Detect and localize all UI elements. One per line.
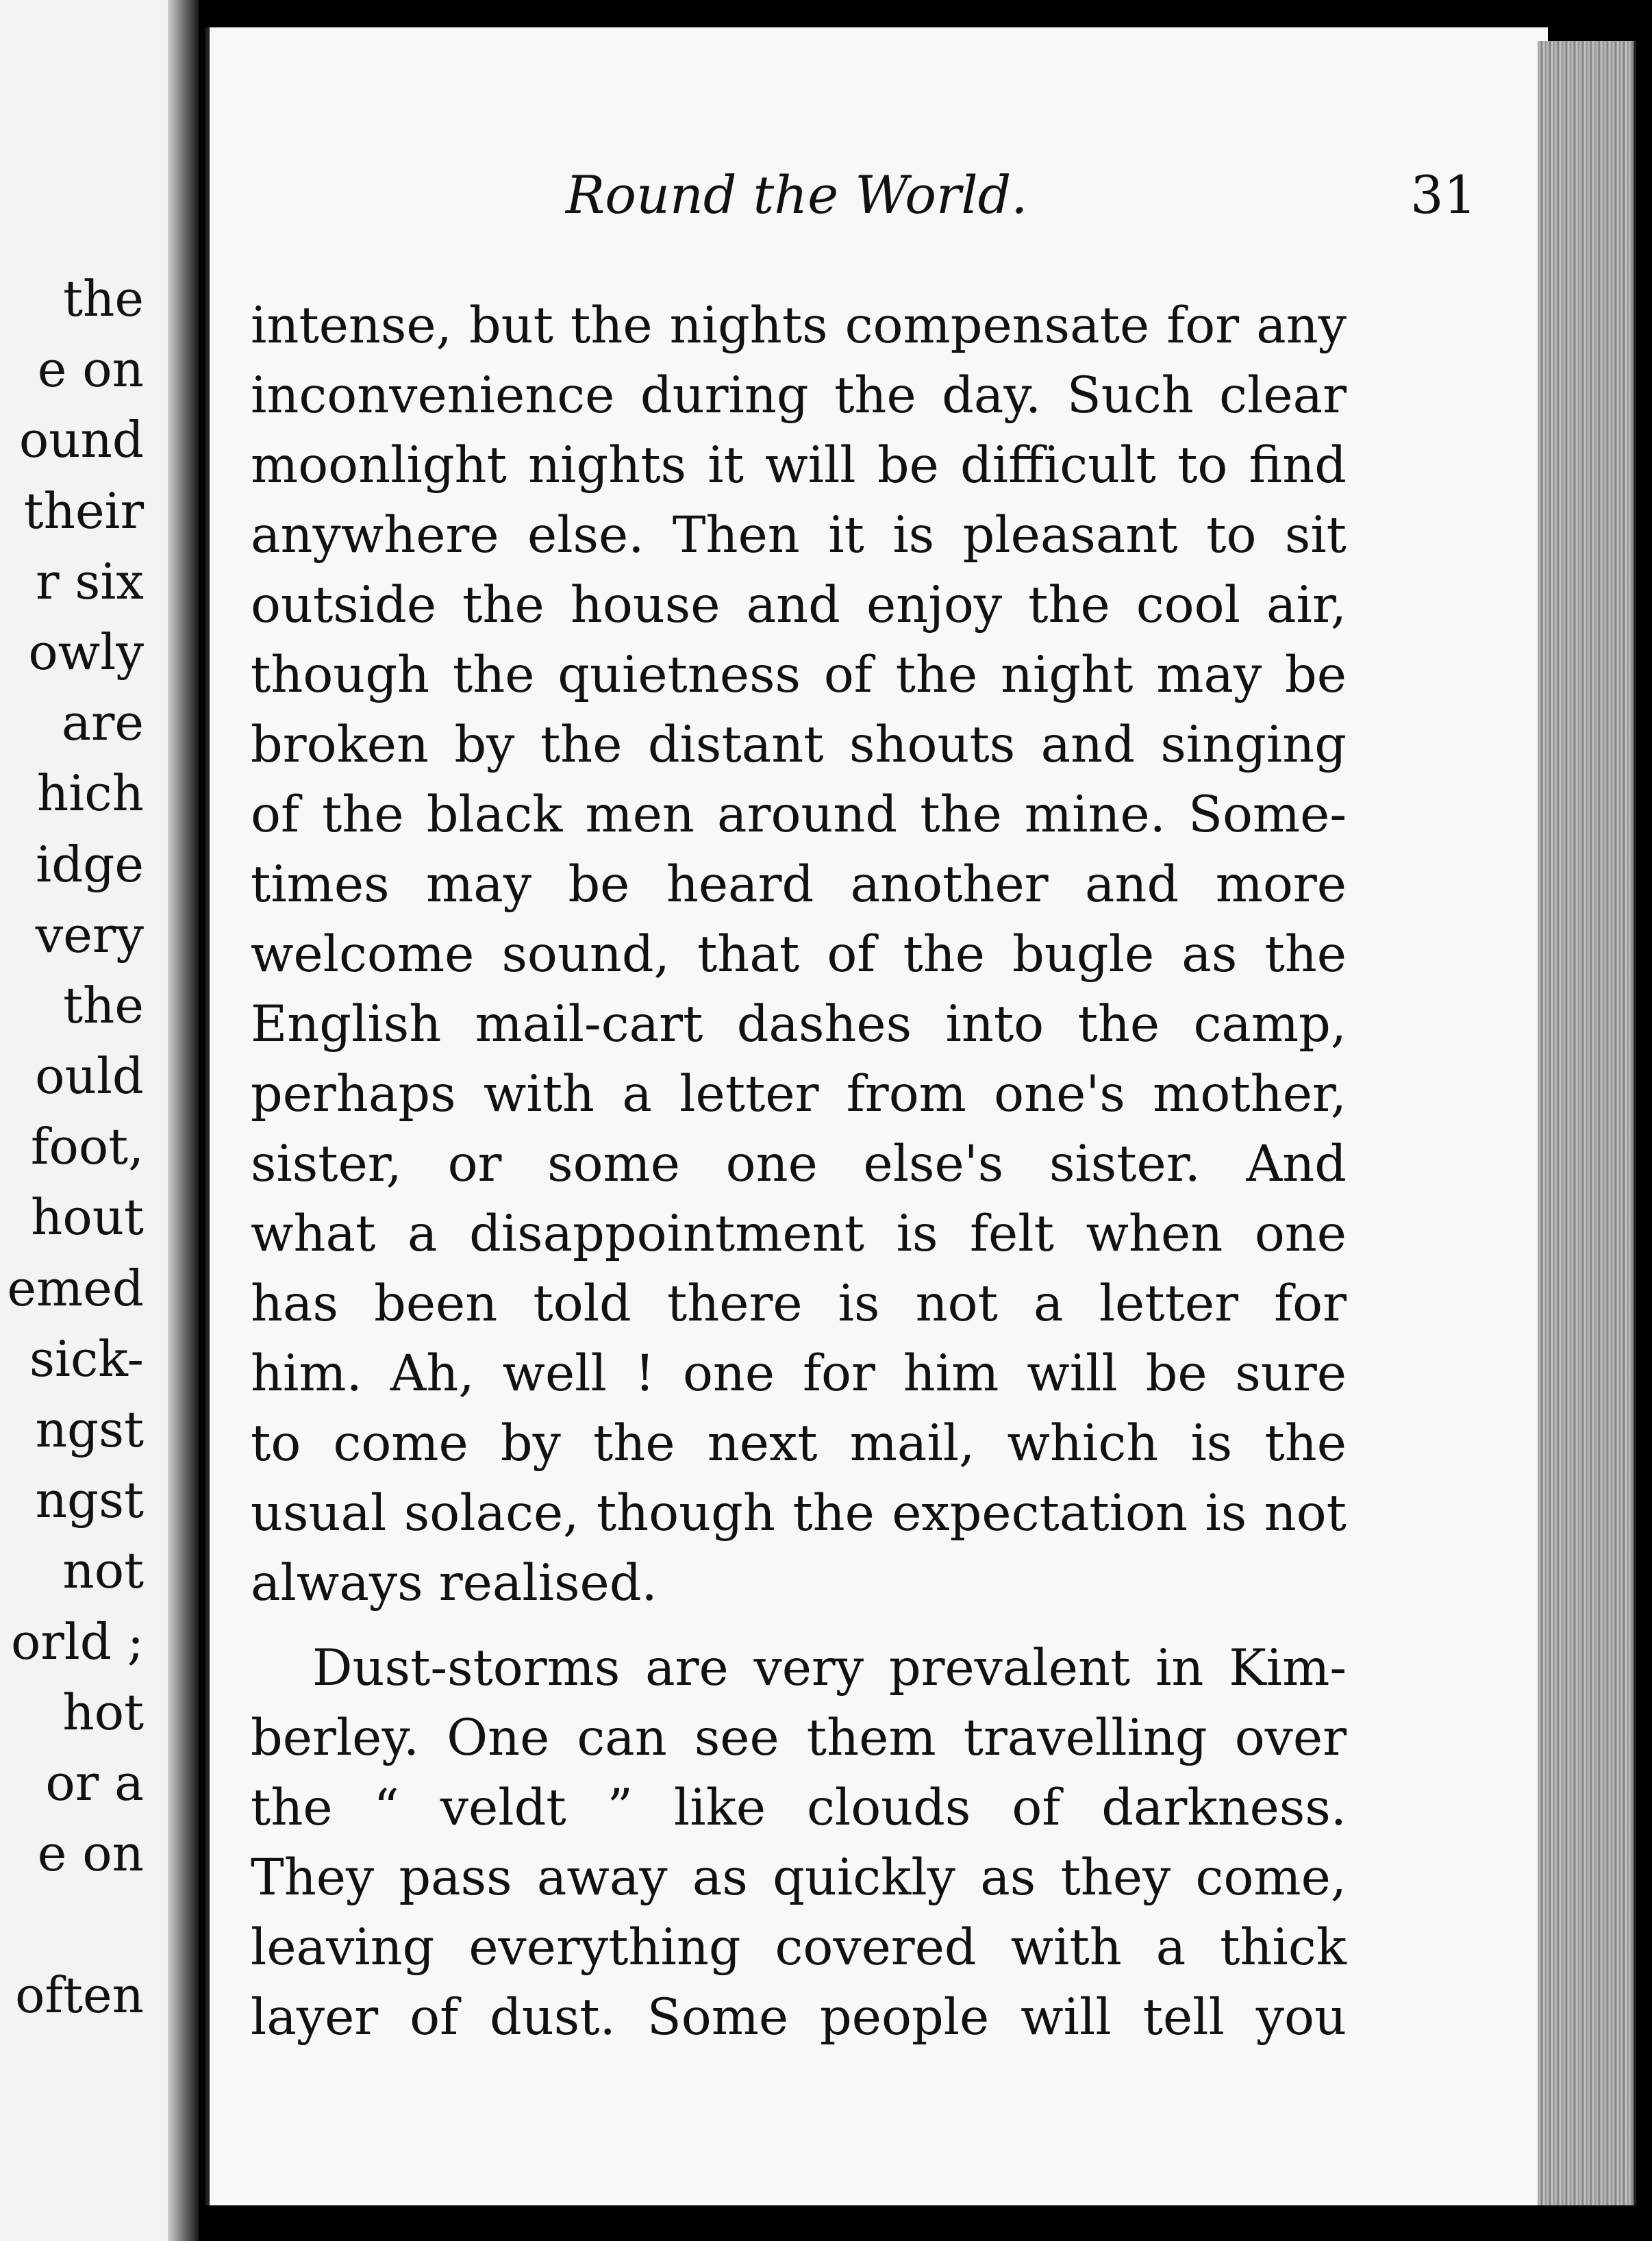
previous-page-line: idge	[36, 835, 144, 893]
text-line: usual solace, though the expectation is not	[251, 1484, 1347, 1542]
text-line: They pass away as quickly as they come,	[251, 1849, 1347, 1907]
text-line: of the black men around the mine. Some-	[251, 786, 1347, 844]
running-title: Round the World.	[566, 164, 1028, 225]
previous-page-line: often	[15, 1966, 144, 2024]
previous-page-line: orld ;	[10, 1612, 144, 1670]
text-line: the “ veldt ” like clouds of darkness.	[251, 1779, 1347, 1837]
paragraph	[251, 291, 1347, 1618]
previous-page-line: ould	[35, 1047, 144, 1105]
text-line: broken by the distant shouts and singing	[251, 716, 1347, 774]
previous-page-line: ound	[18, 411, 144, 469]
previous-page-line: ngst	[35, 1471, 144, 1529]
previous-page-line: hot	[62, 1683, 144, 1741]
previous-page-line: are	[62, 694, 144, 752]
previous-page-line: not	[62, 1542, 144, 1600]
book-page	[205, 27, 1548, 2205]
text-line: him. Ah, well ! one for him will be sure	[251, 1344, 1347, 1403]
text-line: English mail-cart dashes into the camp,	[251, 995, 1347, 1053]
previous-page-line: hout	[30, 1188, 144, 1247]
previous-page-line: the	[63, 976, 144, 1034]
text-line: times may be heard another and more	[251, 855, 1347, 914]
text-line: berley. One can see them travelling over	[251, 1709, 1347, 1767]
paragraph-gap	[251, 1618, 1347, 1633]
previous-page-line: or a	[45, 1753, 144, 1812]
text-line: has been told there is not a letter for	[251, 1275, 1347, 1333]
running-head	[210, 164, 1552, 240]
page-number: 31	[1410, 164, 1477, 225]
previous-page-line: their	[23, 481, 144, 540]
text-line: welcome sound, that of the bugle as the	[251, 925, 1347, 984]
previous-page	[0, 0, 199, 2241]
previous-page-text	[7, 264, 144, 2031]
text-line: Dust-storms are very prevalent in Kim-	[312, 1639, 1347, 1697]
previous-page-line: ngst	[35, 1401, 144, 1458]
text-line: moonlight nights it will be difficult to find	[251, 436, 1347, 494]
text-line: to come by the next mail, which is the	[251, 1414, 1347, 1473]
book-gutter	[168, 0, 199, 2241]
previous-page-line: r six	[36, 552, 144, 610]
page-body-text	[251, 291, 1347, 2053]
previous-page-line: foot,	[30, 1118, 144, 1176]
page-edge-stack	[1538, 41, 1636, 2205]
previous-page-line: sick-	[29, 1329, 144, 1388]
text-line: always realised.	[251, 1554, 658, 1612]
previous-page-line: very	[35, 905, 144, 964]
text-line: anywhere else. Then it is pleasant to sit	[251, 506, 1347, 564]
previous-page-line: the	[63, 270, 144, 327]
text-line: though the quietness of the night may be	[251, 646, 1347, 704]
paragraph	[251, 1633, 1347, 2053]
text-line: inconvenience during the day. Such clear	[251, 366, 1347, 425]
text-line: intense, but the nights compensate for any	[251, 297, 1347, 355]
previous-page-line	[7, 1889, 144, 1960]
previous-page-line: hich	[36, 764, 144, 823]
text-line: what a disappointment is felt when one	[251, 1205, 1347, 1263]
previous-page-line: emed	[7, 1259, 144, 1317]
previous-page-line: e on	[37, 340, 144, 399]
text-line: layer of dust. Some people will tell you	[251, 1988, 1347, 2046]
text-line: perhaps with a letter from one's mother,	[251, 1065, 1347, 1123]
text-line: sister, or some one else's sister. And	[251, 1135, 1347, 1193]
text-line: leaving everything covered with a thick	[251, 1918, 1347, 1977]
previous-page-line: owly	[28, 623, 144, 681]
text-line: outside the house and enjoy the cool air,	[251, 576, 1347, 634]
previous-page-line: e on	[37, 1825, 144, 1883]
